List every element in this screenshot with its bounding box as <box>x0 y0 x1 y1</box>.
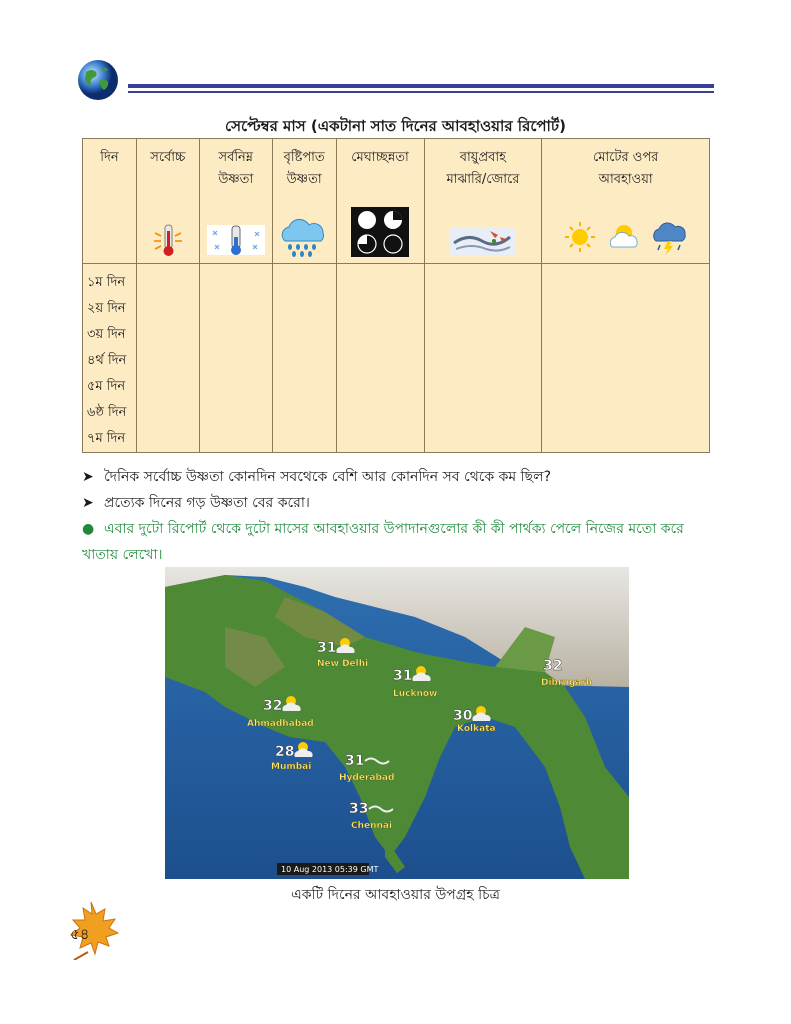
city-marker <box>271 742 313 772</box>
svg-text:Chennai: Chennai <box>351 821 393 831</box>
day-label: ৬ষ্ঠ দিন <box>87 405 127 420</box>
max-temp-cell <box>136 264 199 453</box>
header-wind: বায়ুপ্রবাহ মাঝারি/জোরে <box>424 139 542 264</box>
overall-weather-cell <box>542 264 710 453</box>
day-label: ৭ম দিন <box>87 431 126 446</box>
svg-text:31: 31 <box>317 640 337 656</box>
thunderstorm-icon <box>653 223 685 256</box>
svg-text:32: 32 <box>263 698 283 714</box>
table-title: সেপ্টেম্বর মাস (একটানা সাত দিনের আবহাওয়ার রিপোর্ট) <box>225 117 566 135</box>
svg-text:New Delhi: New Delhi <box>317 659 369 669</box>
svg-text:Lucknow: Lucknow <box>393 689 438 699</box>
min-temp-cell <box>199 264 272 453</box>
arrow-bullet-icon: ➤ <box>82 469 94 485</box>
header-day: দিন <box>83 139 137 264</box>
header-rule <box>128 84 714 88</box>
question-3-continued: খাতায় লেখো। <box>82 547 163 563</box>
svg-text:Hyderabad: Hyderabad <box>339 773 395 783</box>
question-3: ● এবার দুটো রিপোর্ট থেকে দুটো মাসের আবহাওয়ার উপাদানগুলোর কী কী পার্থক্য পেলে নিজের মতো করে <box>82 521 684 537</box>
wind-cell <box>424 264 542 453</box>
arrow-bullet-icon: ➤ <box>82 495 94 511</box>
svg-text:28: 28 <box>275 744 295 760</box>
svg-text:31: 31 <box>393 668 413 684</box>
cloud-cover-cell <box>336 264 424 453</box>
svg-text:Dibrugarh: Dibrugarh <box>541 678 593 688</box>
day-label: ৩য় দিন <box>87 327 126 342</box>
table-header-row <box>83 139 710 264</box>
globe-icon <box>76 58 120 102</box>
thermometer-hot-icon <box>149 223 187 257</box>
header-max-temp: সর্বোচ্চ <box>136 139 199 264</box>
day-label: ৪র্থ দিন <box>87 353 127 368</box>
day-column <box>83 264 137 453</box>
map-caption: একটি দিনের আবহাওয়ার উপগ্রহ চিত্র <box>291 887 500 903</box>
satellite-weather-map <box>165 567 629 879</box>
weather-report-table <box>82 138 710 453</box>
sun-cloud-icon <box>610 225 637 247</box>
day-label: ২য় দিন <box>87 301 126 316</box>
rain-cloud-icon <box>277 219 331 257</box>
svg-text:Mumbai: Mumbai <box>271 762 312 772</box>
svg-text:33: 33 <box>349 801 369 817</box>
svg-text:Kolkata: Kolkata <box>457 724 496 734</box>
map-timestamp: 10 Aug 2013 05:39 GMT <box>281 865 379 874</box>
day-label: ১ম দিন <box>87 275 126 290</box>
cloud-cover-icon <box>351 207 409 257</box>
sun-icon <box>565 222 595 252</box>
header-overall-weather: মোটের ওপর আবহাওয়া <box>542 139 710 264</box>
svg-text:31: 31 <box>345 753 365 769</box>
wind-icon <box>450 225 516 257</box>
day-label: ৫ম দিন <box>87 379 126 394</box>
dot-bullet-icon: ● <box>82 521 95 537</box>
header-cloud-cover: মেঘাচ্ছন্নতা <box>336 139 424 264</box>
question-1: ➤ দৈনিক সর্বোচ্চ উষ্ণতা কোনদিন সবথেকে বেশি আর কোনদিন সব থেকে কম ছিল? <box>82 469 551 485</box>
thermometer-cold-icon <box>207 223 265 257</box>
page-number: ৫৪ <box>70 925 90 943</box>
header-rainfall: বৃষ্টিপাত উষ্ণতা <box>272 139 336 264</box>
rainfall-cell <box>272 264 336 453</box>
svg-text:Ahmadhabad: Ahmadhabad <box>247 719 314 729</box>
svg-text:30: 30 <box>453 708 473 724</box>
svg-text:32: 32 <box>543 658 563 674</box>
header-rule-thin <box>128 91 714 93</box>
header-min-temp: সর্বনিম্ন উষ্ণতা <box>199 139 272 264</box>
weather-icons-group <box>564 217 688 257</box>
question-2: ➤ প্রত্যেক দিনের গড় উষ্ণতা বের করো। <box>82 495 310 511</box>
table-body-row <box>83 264 710 453</box>
